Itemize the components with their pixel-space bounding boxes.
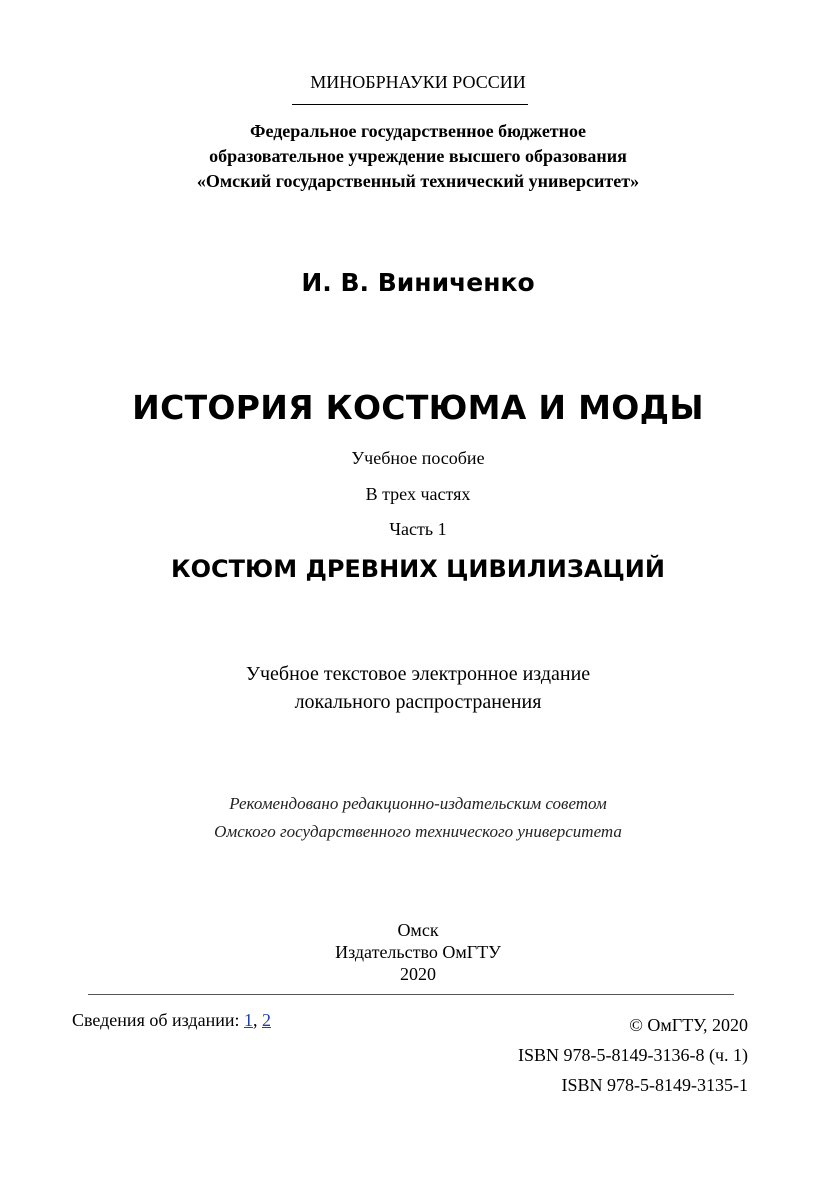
book-title: ИСТОРИЯ КОСТЮМА И МОДЫ: [132, 388, 704, 427]
recommendation-note: [0, 790, 836, 846]
university-line: Федеральное государственное бюджетное: [249, 121, 587, 141]
part-number: Часть 1: [389, 519, 447, 539]
ministry-name: МИНОБРНАУКИ РОССИИ: [310, 72, 526, 92]
imprint-year: 2020: [400, 964, 436, 984]
imprint-city: Омск: [397, 920, 439, 940]
imprint: [0, 919, 836, 985]
isbn-set: ISBN 978-5-8149-3135-1: [561, 1075, 748, 1095]
recommendation-line: Рекомендовано редакционно-издательским советом: [229, 794, 607, 813]
edition-info-link-1[interactable]: 1: [243, 1010, 253, 1030]
ministry-divider: [292, 104, 528, 105]
isbn-part: ISBN 978-5-8149-3136-8 (ч. 1): [517, 1045, 748, 1065]
recommendation-line: Омского государственного технического университета: [214, 822, 622, 841]
footer-divider: [88, 994, 734, 995]
university-name: [0, 119, 836, 194]
edition-description: [0, 660, 836, 716]
part-title: КОСТЮМ ДРЕВНИХ ЦИВИЛИЗАЦИЙ: [171, 555, 665, 583]
imprint-publisher: Издательство ОмГТУ: [335, 942, 501, 962]
parts-count: В трех частях: [365, 484, 471, 504]
edition-info: [72, 1010, 271, 1031]
link-separator: ,: [252, 1010, 262, 1030]
edition-line: локального распространения: [294, 691, 542, 713]
university-line: «Омский государственный технический университет»: [196, 171, 640, 191]
author-name: И. В. Виниченко: [301, 268, 535, 297]
university-line: образовательное учреждение высшего образования: [209, 146, 627, 166]
edition-info-link-2[interactable]: 2: [261, 1010, 271, 1030]
edition-info-label: Сведения об издании:: [72, 1010, 240, 1030]
edition-line: Учебное текстовое электронное издание: [245, 663, 591, 685]
copyright-block: [518, 1010, 748, 1100]
copyright: © ОмГТУ, 2020: [629, 1015, 748, 1035]
book-type: Учебное пособие: [351, 448, 485, 468]
